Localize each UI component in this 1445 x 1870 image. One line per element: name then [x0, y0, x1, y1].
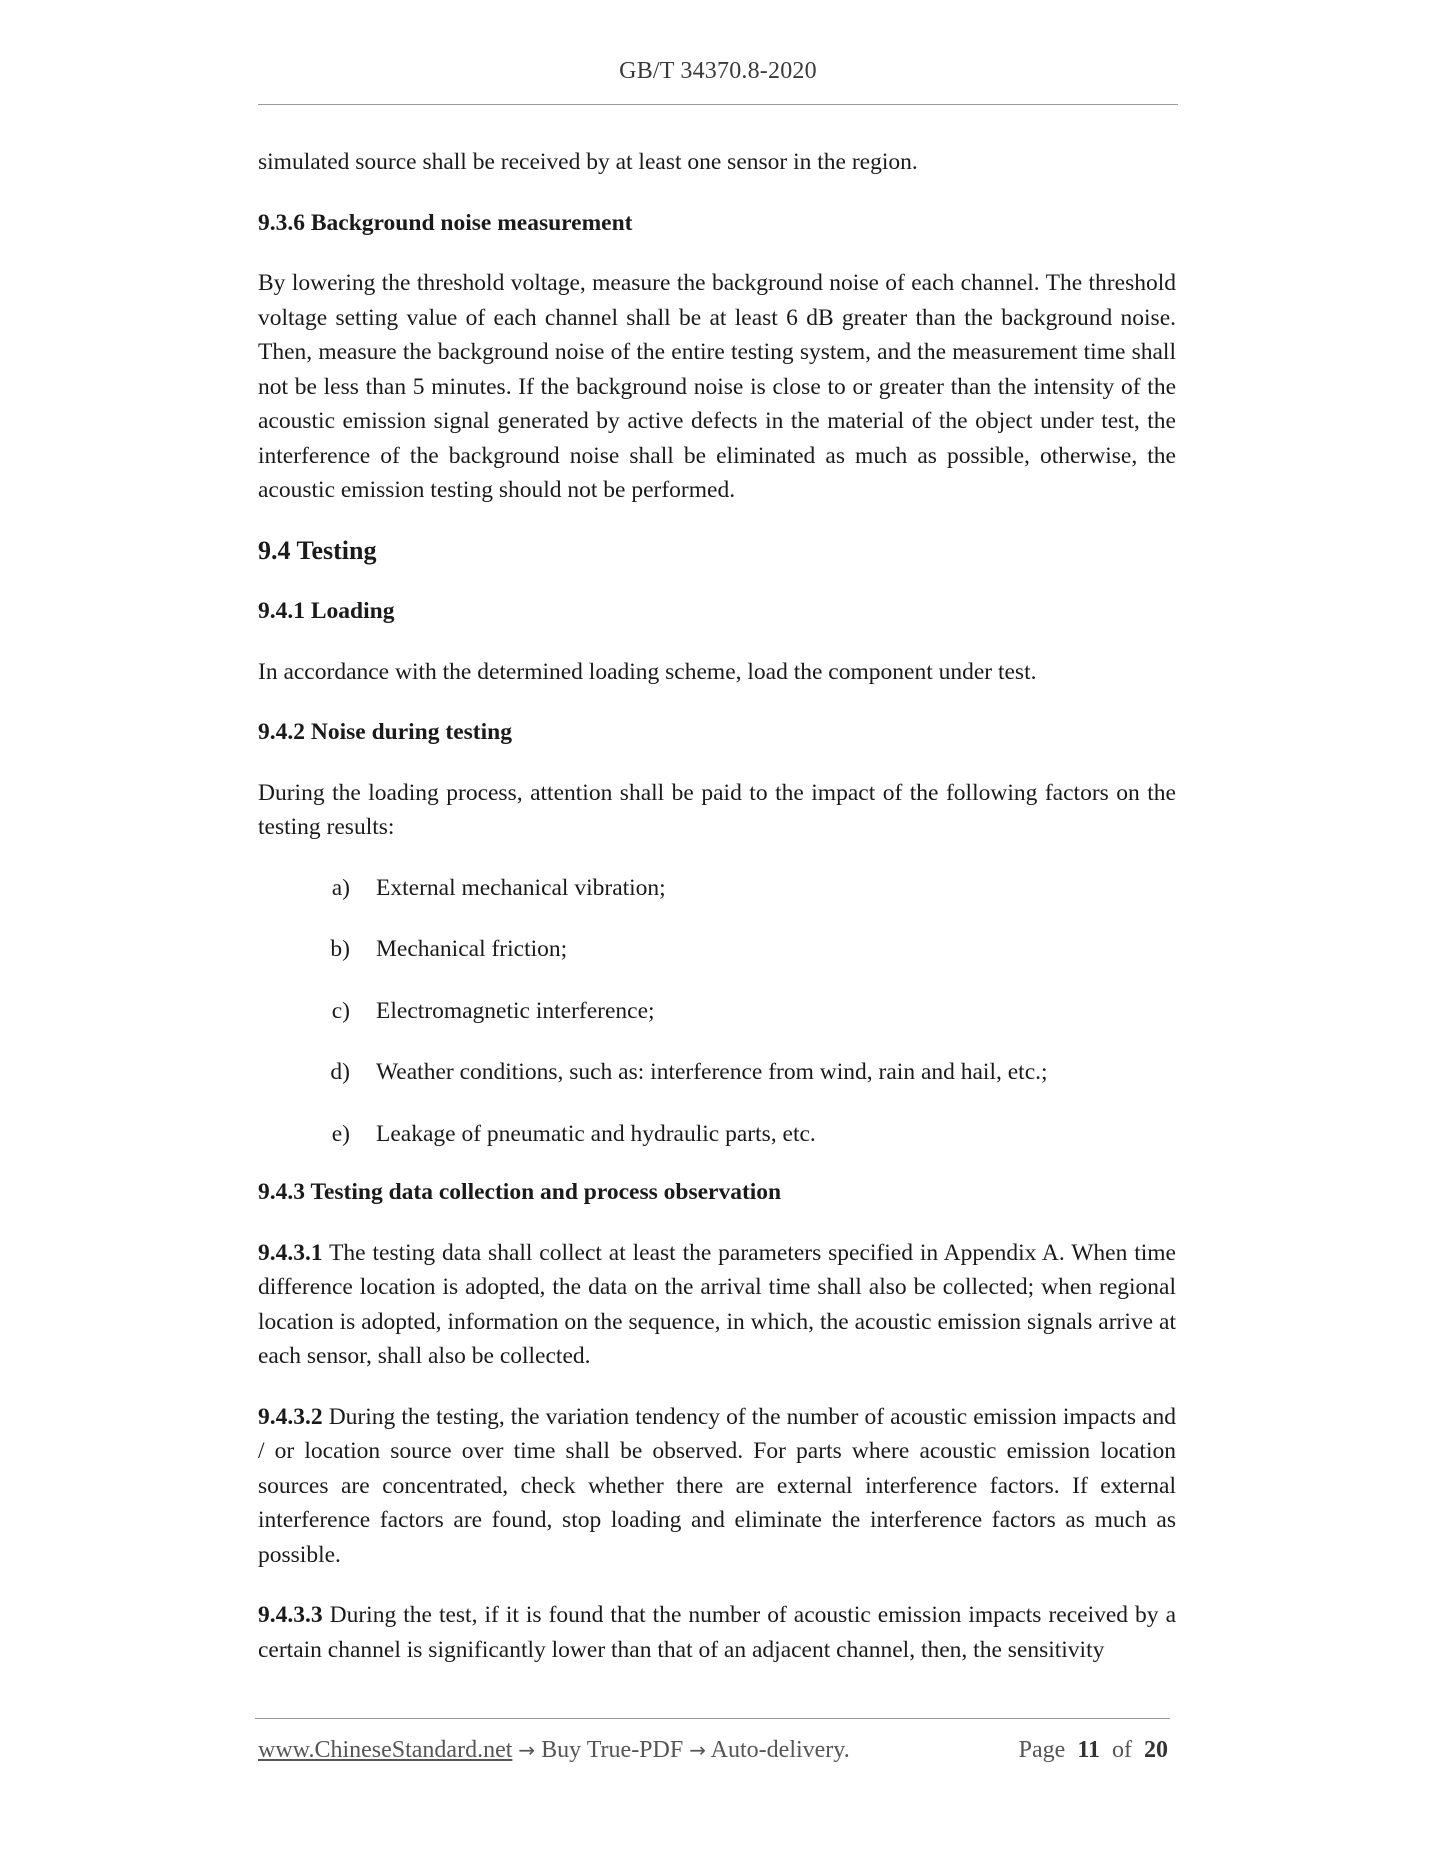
list-item-text: Leakage of pneumatic and hydraulic parts, etc. [376, 1120, 816, 1147]
section-9-4-3-2-text [258, 1400, 1176, 1573]
section-9-4-2-text: During the loading process, attention shall be paid to the impact of the following factors on the testing results: [258, 779, 1176, 840]
header-divider [258, 104, 1178, 105]
section-9-4-3-1-text [258, 1236, 1176, 1374]
clause-text: During the test, if it is found that the number of acoustic emission impacts received by a certain channel is significantly lower than that of an adjacent channel, then, the sensitivity [258, 1602, 1176, 1663]
page-header-code: GB/T 34370.8-2020 [619, 58, 817, 84]
clause-number: 9.4.3.2 [258, 1403, 323, 1430]
section-9-4-1-text: In accordance with the determined loading scheme, load the component under test. [258, 658, 1037, 685]
section-9-4-1-heading: 9.4.1 Loading [258, 598, 395, 624]
list-item-text: External mechanical vibration; [376, 874, 666, 901]
document-body [258, 145, 1176, 1667]
clause-text: The testing data shall collect at least the parameters specified in Appendix A. When time difference location is adopted, the data on the arrival time shall also be collected; when regional location is adopted, information on the sequence, in which, the acoustic emission signals arrive at each sensor, shall also be collected. [258, 1239, 1176, 1369]
list-item [258, 1055, 1176, 1090]
section-9-4-3-3-text [258, 1598, 1176, 1667]
buy-pdf-text: Buy True-PDF [541, 1737, 684, 1763]
arrow-right-icon: → [689, 1738, 706, 1762]
page-label: Page [1018, 1737, 1066, 1763]
footer-links [258, 1737, 850, 1764]
section-9-4-2-heading: 9.4.2 Noise during testing [258, 719, 512, 745]
list-item-marker: c) [331, 997, 350, 1024]
section-9-3-6-heading: 9.3.6 Background noise measurement [258, 209, 633, 236]
page-number: 11 [1077, 1737, 1100, 1763]
auto-delivery-text: Auto-delivery. [710, 1737, 850, 1763]
clause-number: 9.4.3.3 [258, 1602, 323, 1628]
list-item-marker: a) [331, 874, 350, 901]
list-item-marker: e) [331, 1120, 350, 1147]
list-item [258, 1117, 1176, 1152]
clause-text: During the testing, the variation tendency of the number of acoustic emission impacts and / or location source over time shall be observed. For parts where acoustic emission location sources are concentrated, check whether there are external interference factors. If external interference factors are found, stop loading and eliminate the interference factors as much as possible. [258, 1403, 1176, 1568]
total-pages: 20 [1144, 1737, 1168, 1763]
list-item [258, 871, 1176, 906]
list-item-text: Weather conditions, such as: interference from wind, rain and hail, etc.; [376, 1059, 1048, 1085]
list-item [258, 994, 1176, 1029]
noise-factor-list [258, 871, 1176, 1152]
list-item-text: Electromagnetic interference; [376, 997, 655, 1024]
footer-divider [255, 1718, 1170, 1719]
list-item [258, 932, 1176, 967]
section-9-4-3-heading: 9.4.3 Testing data collection and process observation [258, 1179, 782, 1205]
section-9-4-heading: 9.4 Testing [258, 535, 377, 565]
list-item-marker: b) [330, 936, 350, 962]
arrow-right-icon: → [518, 1738, 536, 1762]
site-link[interactable]: www.ChineseStandard.net [258, 1737, 513, 1763]
list-item-text: Mechanical friction; [376, 936, 568, 962]
page-footer [258, 1737, 1168, 1764]
page-indicator [1019, 1737, 1168, 1764]
section-9-3-6-text: By lowering the threshold voltage, measure the background noise of each channel. The threshold voltage setting value of each channel shall be at least 6 dB greater than the background noise. Then, measure the background noise of the entire testing system, and the measurement time shall not be less than 5 minutes. If the background noise is close to or greater than the intensity of the acoustic emission signal generated by active defects in the material of the object under test, the interference of the background noise shall be eliminated as much as possible, otherwise, the acoustic emission testing should not be performed. [258, 270, 1176, 503]
list-item-marker: d) [330, 1059, 350, 1085]
of-label: of [1112, 1737, 1132, 1763]
continuation-paragraph: simulated source shall be received by at least one sensor in the region. [258, 149, 918, 175]
clause-number: 9.4.3.1 [258, 1239, 323, 1266]
